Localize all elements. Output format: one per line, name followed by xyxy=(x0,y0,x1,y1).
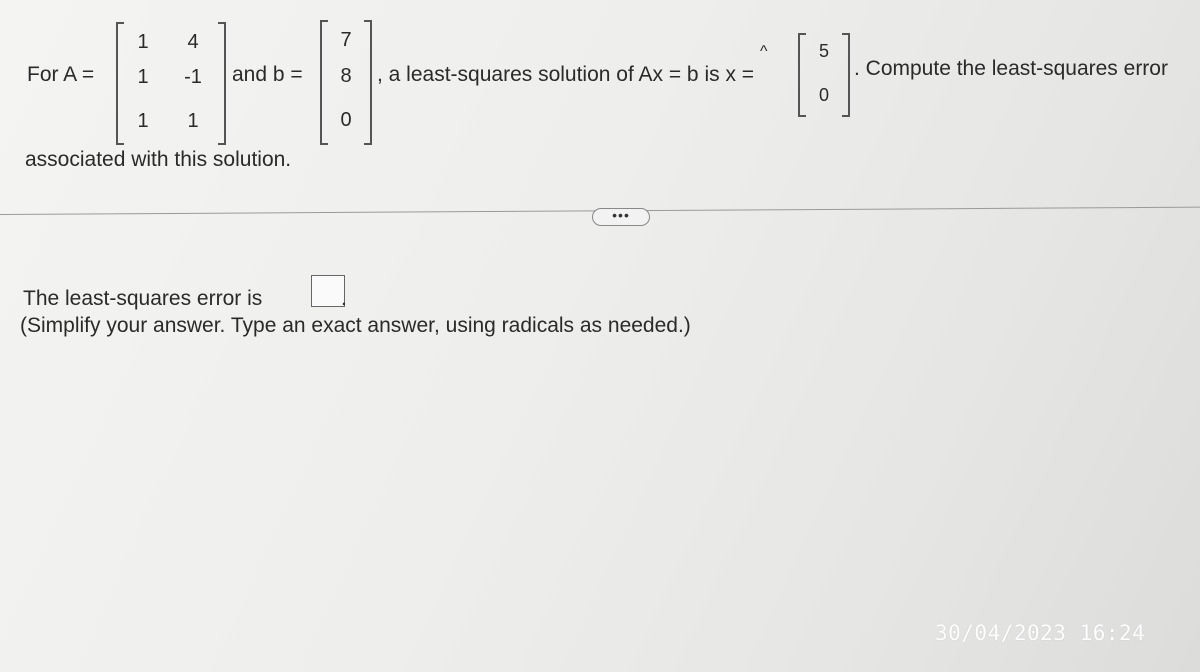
matrix-a-cell: 1 xyxy=(137,31,149,53)
matrix-a-cell: -1 xyxy=(184,66,202,88)
answer-period: . xyxy=(341,287,347,310)
compute-instruction-text: . Compute the least-squares error xyxy=(854,57,1168,80)
question-continuation-text: associated with this solution. xyxy=(25,148,292,171)
answer-input[interactable] xyxy=(311,275,347,310)
answer-prompt: The least-squares error is xyxy=(23,287,263,310)
vector-b xyxy=(320,20,372,145)
matrix-a-cell: 4 xyxy=(187,31,199,53)
vector-x-hat-cell: 5 xyxy=(818,41,829,61)
vector-b-cell: 0 xyxy=(340,109,352,131)
vector-x-hat-cell: 0 xyxy=(818,85,829,105)
and-b-label: and b = xyxy=(232,63,303,86)
matrix-a xyxy=(116,22,226,145)
x-hat-symbol: ^ xyxy=(760,43,768,60)
photo-timestamp: 30/04/2023 16:24 xyxy=(935,621,1146,645)
vector-x-hat xyxy=(798,33,850,117)
matrix-a-cell: 1 xyxy=(137,110,149,132)
answer-hint: (Simplify your answer. Type an exact answer, using radicals as needed.) xyxy=(20,314,691,337)
vector-b-cell: 8 xyxy=(340,65,352,87)
matrix-a-cell: 1 xyxy=(187,110,199,132)
vector-b-cell: 7 xyxy=(340,29,352,51)
for-a-label: For A = xyxy=(27,63,95,86)
expand-more-button[interactable]: ••• xyxy=(592,208,650,226)
least-squares-solution-text: , a least-squares solution of Ax = b is x = xyxy=(377,63,755,86)
matrix-a-cell: 1 xyxy=(137,66,149,88)
